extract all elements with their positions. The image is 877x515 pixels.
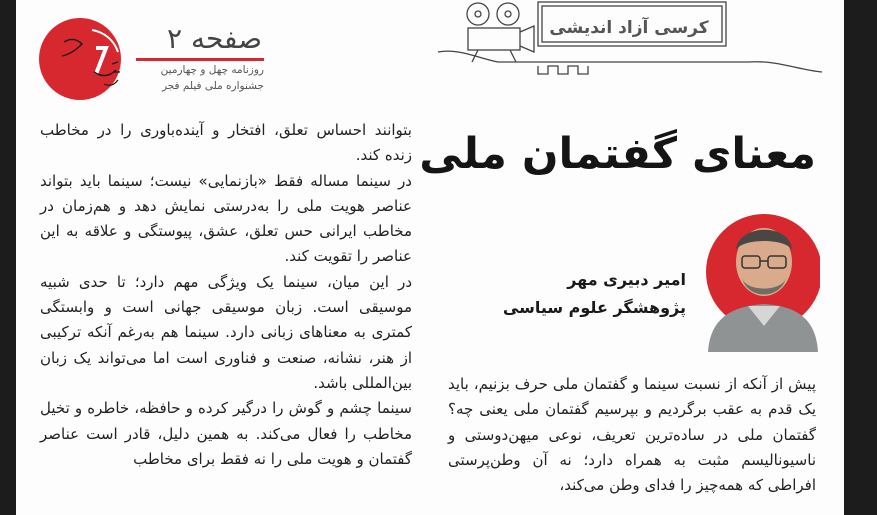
paragraph: در این میان، سینما یک ویژگی مهم دارد؛ تا حدی شبیه موسیقی است. زبان موسیقی جهانی است و وابستگی کمتری به معناهای زبانی دارد. سینما هم به‌رغم آنکه ترکیبی از هنر، نشانه، صنعت و فناوری است اما می‌تواند یک زبان بین‌المللی باشد. [40,272,412,392]
author-avatar [688,200,820,352]
section-title: کرسی آزاد اندیشی [549,18,709,38]
left-column-text [40,118,412,472]
author-role: پژوهشگر علوم سیاسی [502,298,686,317]
page-label-underline [136,58,264,61]
festival-logo-icon [34,12,130,104]
paragraph: پیش از آنکه از نسبت سینما و گفتمان ملی حرف بزنیم، باید یک قدم به عقب برگردیم و بپرسیم گفتمان ملی یعنی چه؟ گفتمان ملی در ساده‌ترین تعریف، نوعی میهن‌دوستی و ناسیونالیسم مثبت به همراه دارد؛ نه آن وطن‌پرستی افراطی که همه‌چیز را فدای وطن می‌کند، [448,375,816,495]
newspaper-page [16,0,844,515]
page-number-label: صفحه ۲ [167,22,262,55]
article-title: معنای گفتمان ملی [419,129,816,179]
author-name: امیر دبیری مهر [567,270,686,289]
paragraph: سینما چشم و گوش را درگیر کرده و حافظه، خاطره و تخیل مخاطب را فعال می‌کند. به همین دلیل، قادر است عناصر گفتمان و هویت ملی را نه فقط برای مخاطب [40,399,412,468]
newspaper-name: روزنامه چهل و چهارمین [160,64,264,76]
paragraph: بتوانند احساس تعلق، افتخار و آینده‌باوری را در مخاطب زنده کند. [40,121,412,165]
paragraph: در سینما مساله فقط «بازنمایی» نیست؛ سینما باید بتواند عناصر هویت ملی را به‌درستی نمایش دهد و هم‌زمان در مخاطب ایرانی حس تعلق، عشق، پیوستگی و علاقه به این عناصر را تقویت کند. [40,171,412,266]
festival-name: جشنواره ملی فیلم فجر [161,80,264,92]
right-column-text [448,372,816,498]
